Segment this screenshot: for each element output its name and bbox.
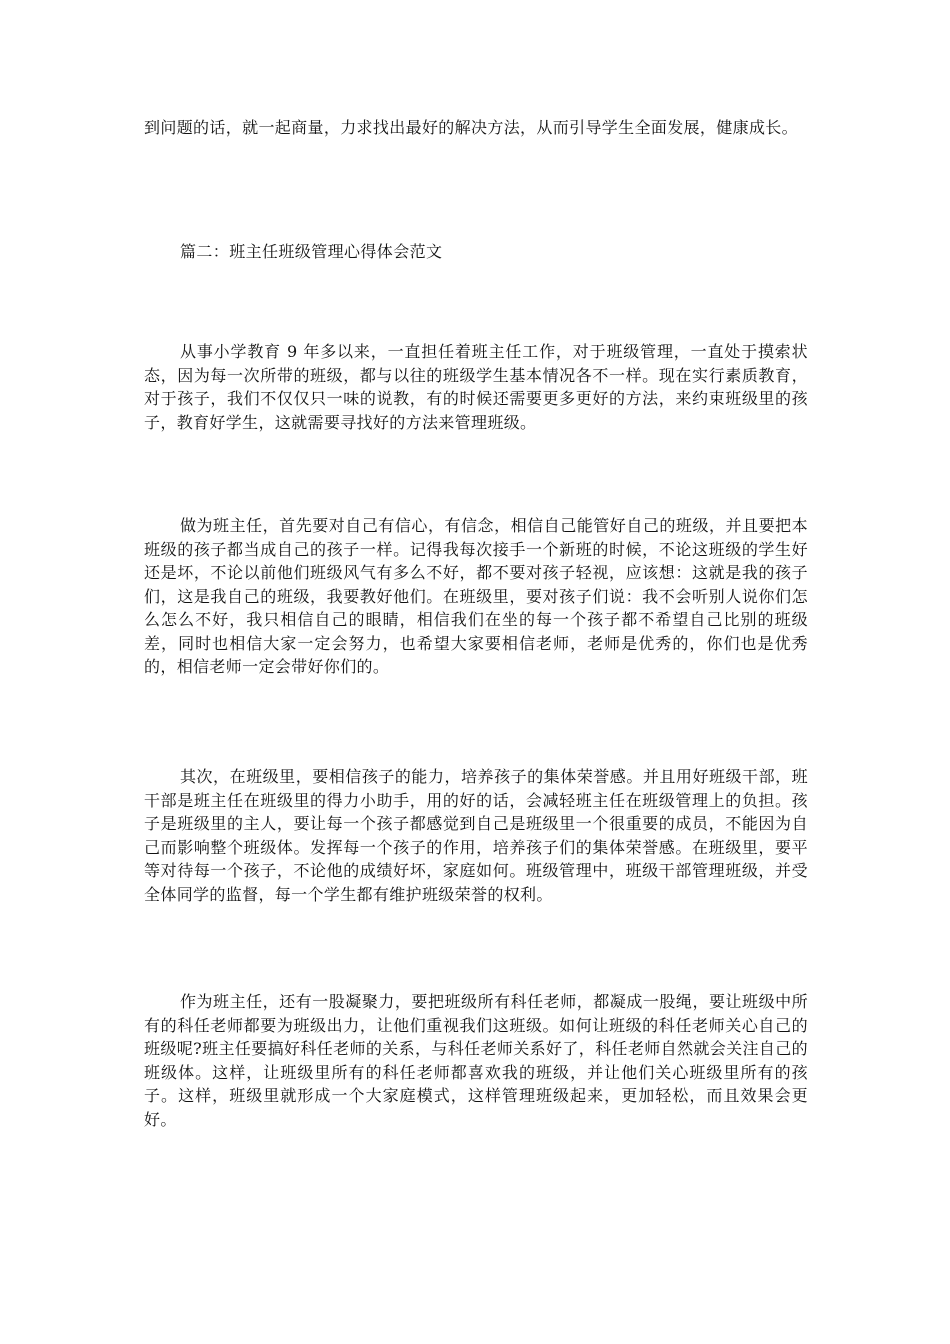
section-title: 篇二：班主任班级管理心得体会范文 (180, 242, 443, 261)
paragraph-4: 作为班主任，还有一股凝聚力，要把班级所有科任老师，都凝成一股绳，要让班级中所有的科任老师都要为班级出力，让他们重视我们这班级。如何让班级的科任老师关心自己的班级呢?班主任要搞好科任老师的关系，与科任老师关系好了，科任老师自然就会关注自己的班级体。这样，让班级里所有的科任老师都喜欢我的班级，并让他们关心班级里所有的孩子。这样，班级里就形成一个大家庭模式，这样管理班级起来，更加轻松，而且效果会更好。 (144, 992, 808, 1129)
paragraph-3: 其次，在班级里，要相信孩子的能力，培养孩子的集体荣誉感。并且用好班级干部，班干部是班主任在班级里的得力小助手，用的好的话，会减轻班主任在班级管理上的负担。孩子是班级里的主人，要让每一个孩子都感觉到自己是班级里一个很重要的成员，不能因为自己而影响整个班级体。发挥每一个孩子的作用，培养孩子们的集体荣誉感。在班级里，要平等对待每一个孩子，不论他的成绩好坏，家庭如何。班级管理中，班级干部管理班级，并受全体同学的监督，每一个学生都有维护班级荣誉的权利。 (144, 767, 808, 904)
paragraph-1: 从事小学教育 9 年多以来，一直担任着班主任工作，对于班级管理，一直处于摸索状态，因为每一次所带的班级，都与以往的班级学生基本情况各不一样。现在实行素质教育，对于孩子，我们不仅仅只一味的说教，有的时候还需要更多更好的方法，来约束班级里的孩子，教育好学生，这就需要寻找好的方法来管理班级。 (144, 342, 808, 432)
paragraph-2: 做为班主任，首先要对自己有信心，有信念，相信自己能管好自己的班级，并且要把本班级的孩子都当成自己的孩子一样。记得我每次接手一个新班的时候，不论这班级的学生好还是坏，不论以前他们班级风气有多么不好，都不要对孩子轻视，应该想：这就是我的孩子们，这是我自己的班级，我要教好他们。在班级里，要对孩子们说：我不会听别人说你们怎么怎么不好，我只相信自己的眼睛，相信我们在坐的每一个孩子都不希望自己比别的班级差，同时也相信大家一定会努力，也希望大家要相信老师，老师是优秀的，你们也是优秀的，相信老师一定会带好你们的。 (144, 516, 808, 676)
continuation-paragraph: 到问题的话，就一起商量，力求找出最好的解决方法，从而引导学生全面发展，健康成长。 (144, 118, 799, 137)
